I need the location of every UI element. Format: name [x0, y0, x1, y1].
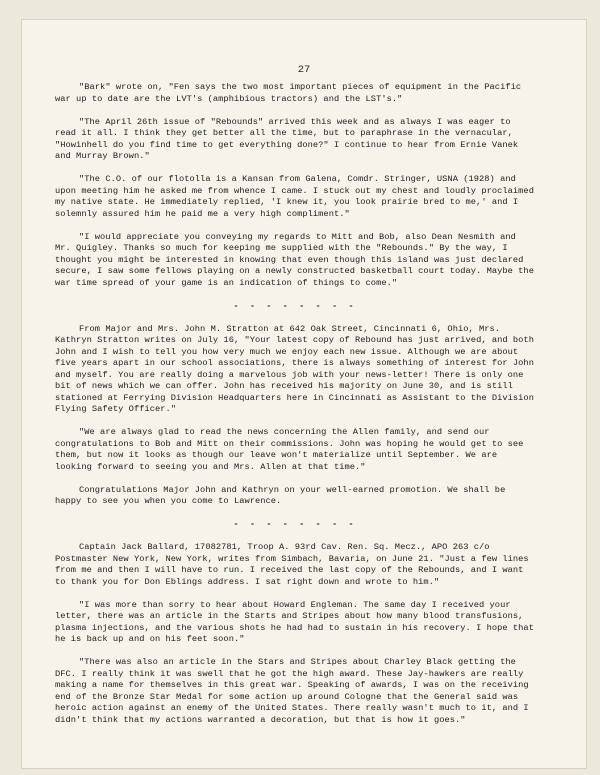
paragraph-bark-lvt: "Bark" wrote on, "Fen says the two most important pieces of equipment in the Pacific war up to date are the LVT's (amphibious tractors) and the LST's."	[55, 82, 522, 104]
document-page	[22, 20, 586, 768]
paragraph-flotilla-co: "The C.O. of our flotolla is a Kansan from Galena, Comdr. Stringer, USNA (1928) and upon meeting him he asked me from whence I came. I stuck out my chest and loudly proclaimed my native state. He immediately replied, 'I knew it, you look prairie bred to me,' and I solemnly assured him he paid me a very high compliment."	[55, 174, 534, 219]
page-body	[55, 82, 535, 726]
section-separator: - - - - - - - -	[233, 300, 357, 311]
paragraph-ballard-letter: Captain Jack Ballard, 17082781, Troop A. 93rd Cav. Ren. Sq. Mecz., APO 263 c/o Postmaster New York, New York, writes from Simbach, Bavaria, on June 21. "Just a few lines from me and then I will have to run. I received the last copy of the Rebounds, and I want to thank you for Don Eblings address. I sat right down and wrote to him."	[55, 542, 529, 587]
paragraph-stratton-letter: From Major and Mrs. John M. Stratton at 642 Oak Street, Cincinnati 6, Ohio, Mrs. Kathryn Stratton writes on July 16, "Your latest copy of Rebound has just arrived, and both John and I wish to tell you how very much we enjoy each new issue. Although we are about five years apart in our school associations, there is always something of interest for John and myself. You are really doing a marvelous job with your news-letter! There is only one bit of news which we can offer. John has received his majority on June 30, and is still stationed at Ferrying Division Headquarters here in Cincinnati as Assistant to the Division Flying Safety Officer."	[55, 323, 534, 414]
section-separator: - - - - - - - -	[233, 519, 357, 529]
paragraph-congratulations: Congratulations Major John and Kathryn on your well-earned promotion. We shall be happy to see you when you come to Lawrence.	[55, 484, 506, 506]
paragraph-allen-family: "We are always glad to read the news concerning the Allen family, and send our congratulations to Bob and Mitt on their commissions. John was hoping he would get to see them, but now it looks as though our leave won't materialize until September. We are looking forward to seeing you and Mrs. Allen at that time."	[55, 427, 524, 472]
paragraph-engleman: "I was more than sorry to hear about Howard Engleman. The same day I received your letter, there was an article in the Starts and Stripes about how many blood transfusions, plasma injections, and the various shots he had had to sustain in his recovery. I hope that he is back up and on his feet soon."	[55, 599, 534, 644]
paragraph-black-dfc: "There was also an article in the Stars and Stripes about Charley Black getting the DFC. I really think it was swell that he got the high award. These Jay-hawkers are really making a name for themselves in this great war. Speaking of awards, I was on the receiving end of the Bronze Star Medal for some action up around Cologne that the General said was heroic action against an enemy of the United States. There really wasn't much to it, and I didn't think that my actions warranted a decoration, but that is how it goes."	[55, 657, 529, 725]
paragraph-regards: "I would appreciate you conveying my regards to Mitt and Bob, also Dean Nesmith and Mr. Quigley. Thanks so much for keeping me supplied with the "Rebounds." By the way, I thought you might be interested in knowing that even though this island was just declared secure, I saw some fellows playing on a newly constructed basketball court today. Maybe the war time spread of your game is an indication of things to come."	[55, 231, 534, 288]
page-number: 27	[297, 64, 311, 76]
paragraph-rebounds-issue: "The April 26th issue of "Rebounds" arrived this week and as always I was eager to read it all. I think they get better all the time, but to paraphrase in the vernacular, "Howinhell do you find time to get everything done?" I continue to hear from Ernie Vanek and Murray Brown."	[55, 116, 519, 161]
